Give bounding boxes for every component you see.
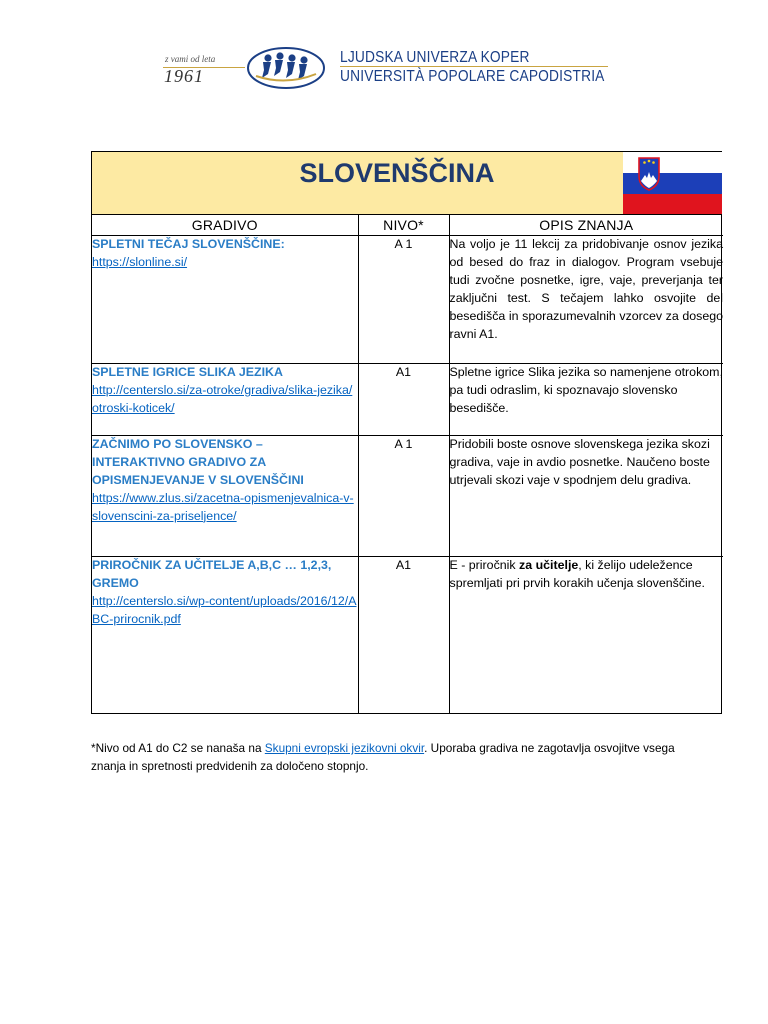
- level-cell: A 1: [358, 436, 449, 557]
- slovenian-flag-icon: [623, 152, 722, 214]
- cefr-link[interactable]: Skupni evropski jezikovni okvir: [264, 741, 425, 755]
- material-title: SPLETNE IGRICE SLIKA JEZIKA: [92, 365, 283, 379]
- description-cell: Na voljo je 11 lekcij za pridobivanje osnov jezika od besed do fraz in dialogov. Program vsebuje tudi zvočne posnetke, igre, vaje, preverjanja ter zaključni test. S tečajem lahko osvojite del besedišča in sporazumevalnih vzorcev za dosego ravni A1.: [449, 236, 723, 364]
- materials-table: [91, 151, 722, 714]
- footnote-text-start: *Nivo od A1 do C2 se nanaša na: [91, 741, 265, 755]
- description-text-start: E - priročnik: [449, 558, 520, 572]
- table-row: [92, 557, 723, 713]
- header-row: [92, 215, 723, 236]
- table-row: [92, 236, 723, 364]
- table-row: [92, 364, 723, 436]
- logo-emblem-icon: [246, 46, 326, 90]
- material-title: PRIROČNIK ZA UČITELJE A,B,C … 1,2,3, GREMO: [92, 558, 332, 590]
- description-text-bold: za učitelje: [519, 558, 579, 572]
- description-cell: Pridobili boste osnove slovenskega jezika skozi gradiva, vaje in avdio posnetke. Naučeno boste utrjevali skozi vaje v spodnjem delu gradiva.: [449, 436, 723, 557]
- description-cell: Spletne igrice Slika jezika so namenjene otrokom, pa tudi odraslim, ki spoznavajo slovensko besedišče.: [449, 364, 723, 436]
- institution-logo: [160, 44, 610, 94]
- material-cell: [92, 236, 358, 364]
- title-row: [92, 152, 721, 215]
- material-link[interactable]: https://www.zlus.si/zacetna-opismenjevalnica-v-slovenscini-za-priseljence/: [92, 490, 354, 523]
- logo-name-slovenian: LJUDSKA UNIVERZA KOPER: [340, 49, 530, 66]
- materials-grid: [92, 215, 723, 713]
- description-text-end: , ki želijo udeležence spremljati pri prvih korakih učenja slovenščine.: [449, 558, 705, 590]
- footnote: [91, 739, 691, 776]
- header-level: NIVO*: [358, 215, 449, 236]
- material-cell: [92, 557, 358, 713]
- material-link[interactable]: http://centerslo.si/za-otroke/gradiva/slika-jezika/otroski-koticek/: [92, 382, 353, 415]
- level-cell: A 1: [358, 236, 449, 364]
- logo-divider-right: [340, 66, 608, 67]
- description-cell: [449, 557, 723, 713]
- material-cell: [92, 436, 358, 557]
- material-link[interactable]: http://centerslo.si/wp-content/uploads/2016/12/ABC-prirocnik.pdf: [92, 593, 357, 626]
- table-row: [92, 436, 723, 557]
- logo-name-italian: UNIVERSITÀ POPOLARE CAPODISTRIA: [340, 68, 605, 85]
- document-title: SLOVENŠČINA: [299, 158, 495, 188]
- header-description: OPIS ZNANJA: [449, 215, 723, 236]
- logo-since-text: z vami od leta: [165, 54, 216, 64]
- material-title: SPLETNI TEČAJ SLOVENŠČINE:: [92, 237, 285, 251]
- logo-year: 1961: [164, 66, 204, 86]
- footnote-text-end: . Uporaba gradiva ne zagotavlja osvojitve vsega znanja in spretnosti predvidenih za določeno stopnjo.: [91, 741, 675, 774]
- header-material: GRADIVO: [92, 215, 358, 236]
- level-cell: A1: [358, 557, 449, 713]
- level-cell: A1: [358, 364, 449, 436]
- material-cell: [92, 364, 358, 436]
- material-link[interactable]: https://slonline.si/: [92, 254, 188, 269]
- material-title: ZAČNIMO PO SLOVENSKO – INTERAKTIVNO GRADIVO ZA OPISMENJEVANJE V SLOVENŠČINI: [92, 437, 304, 487]
